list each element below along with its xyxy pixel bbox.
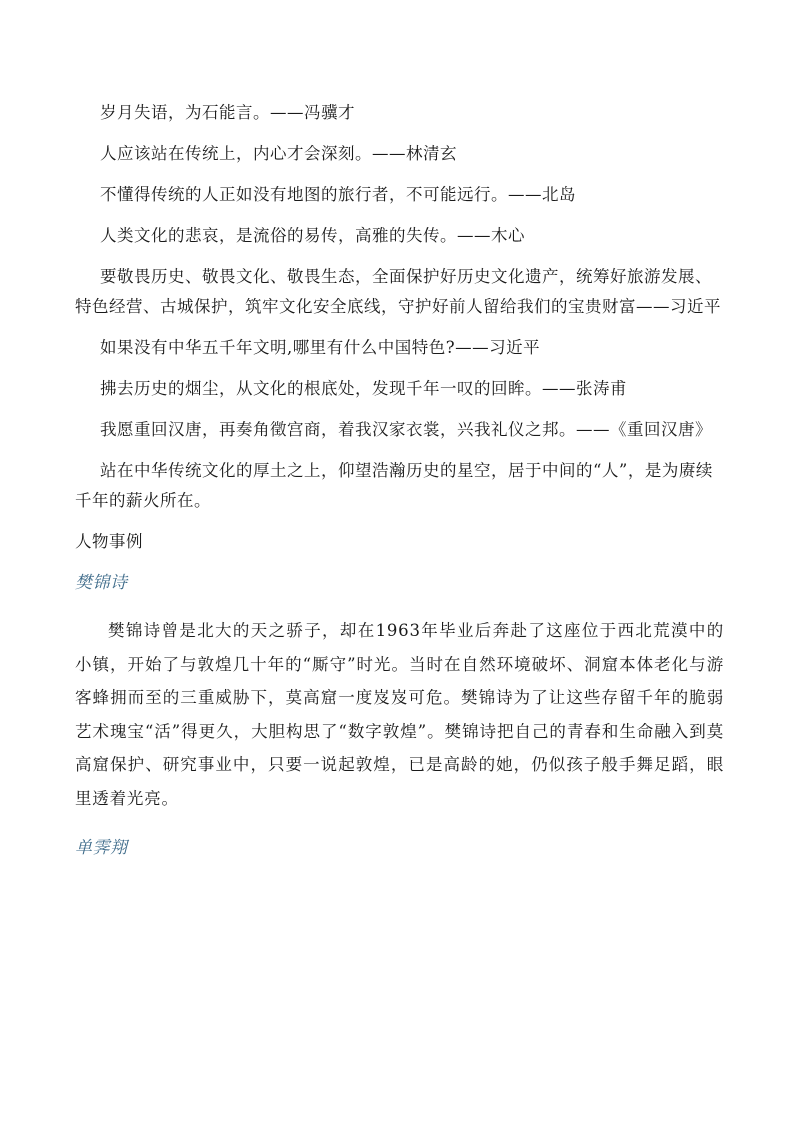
quote-lin-qingxuan: 人应该站在传统上，内心才会深刻。——林清玄 (100, 144, 457, 163)
person-name-fan-jinshi: 樊锦诗 (75, 573, 128, 593)
quote-feng-jicai: 岁月失语，为石能言。——冯骥才 (100, 103, 355, 122)
quote-chonghui-hantang: 我愿重回汉唐，再奏角徵宫商，着我汉家衣裳，兴我礼仪之邦。——《重回汉唐》 (100, 420, 712, 439)
quote-zhang-taofu: 拂去历史的烟尘，从文化的根底处，发现千年一叹的回眸。——张涛甫 (100, 379, 627, 398)
quote-bei-dao: 不懂得传统的人正如没有地图的旅行者，不可能远行。——北岛 (100, 185, 576, 204)
quote-tradition-fire: 站在中华传统文化的厚土之上，仰望浩瀚历史的星空，居于中间的“人”，是为赓续千年的薪火所在。 (75, 461, 713, 510)
quote-mu-xin: 人类文化的悲哀，是流俗的易传，高雅的失传。——木心 (100, 226, 525, 245)
quote-xi-jinping-civilization: 如果没有中华五千年文明,哪里有什么中国特色?——习近平 (100, 338, 541, 357)
section-heading: 人物事例 (75, 532, 143, 551)
person-story-fan-jinshi: 樊锦诗曾是北大的天之骄子，却在1963年毕业后奔赴了这座位于西北荒漠中的小镇，开始了与敦煌几十年的“厮守”时光。当时在自然环境破坏、洞窟本体老化与游客蜂拥而至的三重威胁下，莫高窟一度岌岌可危。樊锦诗为了让这些存留千年的脆弱艺术瑰宝“活”得更久，大胆构思了“数字敦煌”。樊锦诗把自己的青春和生命融入到莫高窟保护、研究事业中，只要一说起敦煌，已是高龄的她，仍似孩子般手舞足蹈，眼里透着光亮。 (75, 621, 724, 808)
quote-xi-jinping-heritage: 要敬畏历史、敬畏文化、敬畏生态，全面保护好历史文化遗产，统筹好旅游发展、特色经营、古城保护，筑牢文化安全底线，守护好前人留给我们的宝贵财富——习近平 (75, 267, 721, 316)
person-name-shan-jixiang: 单霁翔 (75, 838, 128, 858)
